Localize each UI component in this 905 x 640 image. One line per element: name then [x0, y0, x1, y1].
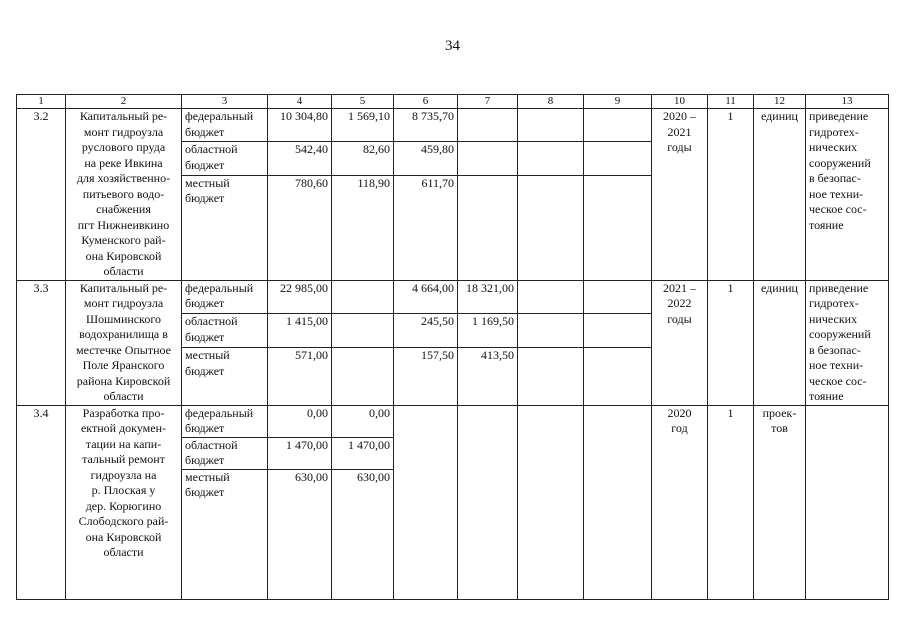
budget-source: областной бюджет	[182, 142, 268, 175]
amount-col9	[584, 280, 652, 314]
unit: единиц	[754, 280, 806, 405]
amount-col9	[584, 314, 652, 348]
amount-col8	[518, 405, 584, 599]
amount-col7	[458, 109, 518, 142]
amount-col8	[518, 348, 584, 405]
amount-total: 571,00	[268, 348, 332, 405]
budget-source: областной бюджет	[182, 437, 268, 469]
amount-col8	[518, 175, 584, 280]
amount-col7	[458, 175, 518, 280]
amount-total: 1 470,00	[268, 437, 332, 469]
period: 2020 – 2021 годы	[652, 109, 708, 281]
amount-col5	[332, 348, 394, 405]
amount-col9	[584, 405, 652, 599]
expected-result	[806, 405, 889, 599]
amount-total: 0,00	[268, 405, 332, 437]
table-row	[17, 405, 889, 437]
period: 2021 – 2022 годы	[652, 280, 708, 405]
column-number-row	[17, 95, 889, 109]
budget-source: местный бюджет	[182, 175, 268, 280]
budget-source: федеральный бюджет	[182, 405, 268, 437]
amount-col8	[518, 109, 584, 142]
expected-result: приведение гидротех- нических сооружений в безопас- ное техни- ческое сос- тояние	[806, 280, 889, 405]
row-id: 3.2	[17, 109, 66, 281]
unit: единиц	[754, 109, 806, 281]
column-header: 3	[182, 95, 268, 109]
column-header: 7	[458, 95, 518, 109]
amount-col5: 1 569,10	[332, 109, 394, 142]
program-table	[16, 94, 889, 600]
amount-col6: 245,50	[394, 314, 458, 348]
amount-col6: 4 664,00	[394, 280, 458, 314]
amount-col7: 413,50	[458, 348, 518, 405]
amount-col8	[518, 280, 584, 314]
amount-col5: 118,90	[332, 175, 394, 280]
amount-col6: 459,80	[394, 142, 458, 175]
amount-col7	[458, 142, 518, 175]
column-header: 8	[518, 95, 584, 109]
amount-col5: 82,60	[332, 142, 394, 175]
table-row	[17, 280, 889, 314]
column-header: 4	[268, 95, 332, 109]
period: 2020 год	[652, 405, 708, 599]
unit: проек- тов	[754, 405, 806, 599]
column-header: 12	[754, 95, 806, 109]
column-header: 5	[332, 95, 394, 109]
amount-col9	[584, 348, 652, 405]
table-row	[17, 109, 889, 142]
quantity: 1	[708, 109, 754, 281]
amount-col7: 1 169,50	[458, 314, 518, 348]
amount-col5: 630,00	[332, 469, 394, 599]
amount-col7	[458, 405, 518, 599]
amount-col6: 611,70	[394, 175, 458, 280]
budget-source: федеральный бюджет	[182, 280, 268, 314]
amount-total: 630,00	[268, 469, 332, 599]
budget-source: федеральный бюджет	[182, 109, 268, 142]
amount-col8	[518, 142, 584, 175]
amount-col8	[518, 314, 584, 348]
amount-col6: 157,50	[394, 348, 458, 405]
column-header: 13	[806, 95, 889, 109]
column-header: 10	[652, 95, 708, 109]
activity-name: Капитальный ре- монт гидроузла Шошминского водохранилища в местечке Опытное Поле Яранского района Кировской области	[66, 280, 182, 405]
amount-col5	[332, 314, 394, 348]
column-header: 6	[394, 95, 458, 109]
amount-col9	[584, 142, 652, 175]
quantity: 1	[708, 280, 754, 405]
amount-col6	[394, 405, 458, 599]
amount-total: 1 415,00	[268, 314, 332, 348]
column-header: 9	[584, 95, 652, 109]
column-header: 1	[17, 95, 66, 109]
budget-source: областной бюджет	[182, 314, 268, 348]
amount-total: 22 985,00	[268, 280, 332, 314]
page-number: 34	[445, 38, 460, 54]
column-header: 11	[708, 95, 754, 109]
amount-col6: 8 735,70	[394, 109, 458, 142]
quantity: 1	[708, 405, 754, 599]
row-id: 3.4	[17, 405, 66, 599]
budget-source: местный бюджет	[182, 469, 268, 599]
amount-total: 542,40	[268, 142, 332, 175]
column-header: 2	[66, 95, 182, 109]
amount-col9	[584, 109, 652, 142]
activity-name: Капитальный ре- монт гидроузла руслового пруда на реке Ивкина для хозяйственно- питьевого водо- снабжения пгт Нижнеивкино Куменского рай- она Кировской области	[66, 109, 182, 281]
expected-result: приведение гидротех- нических сооружений в безопас- ное техни- ческое сос- тояние	[806, 109, 889, 281]
activity-name: Разработка про- ектной докумен- тации на капи- тальный ремонт гидроузла на р. Плоская у дер. Корюгино Слободского рай- она Кировской области	[66, 405, 182, 599]
amount-col5: 1 470,00	[332, 437, 394, 469]
amount-col9	[584, 175, 652, 280]
amount-col7: 18 321,00	[458, 280, 518, 314]
amount-col5: 0,00	[332, 405, 394, 437]
amount-total: 10 304,80	[268, 109, 332, 142]
row-id: 3.3	[17, 280, 66, 405]
amount-total: 780,60	[268, 175, 332, 280]
budget-source: местный бюджет	[182, 348, 268, 405]
amount-col5	[332, 280, 394, 314]
